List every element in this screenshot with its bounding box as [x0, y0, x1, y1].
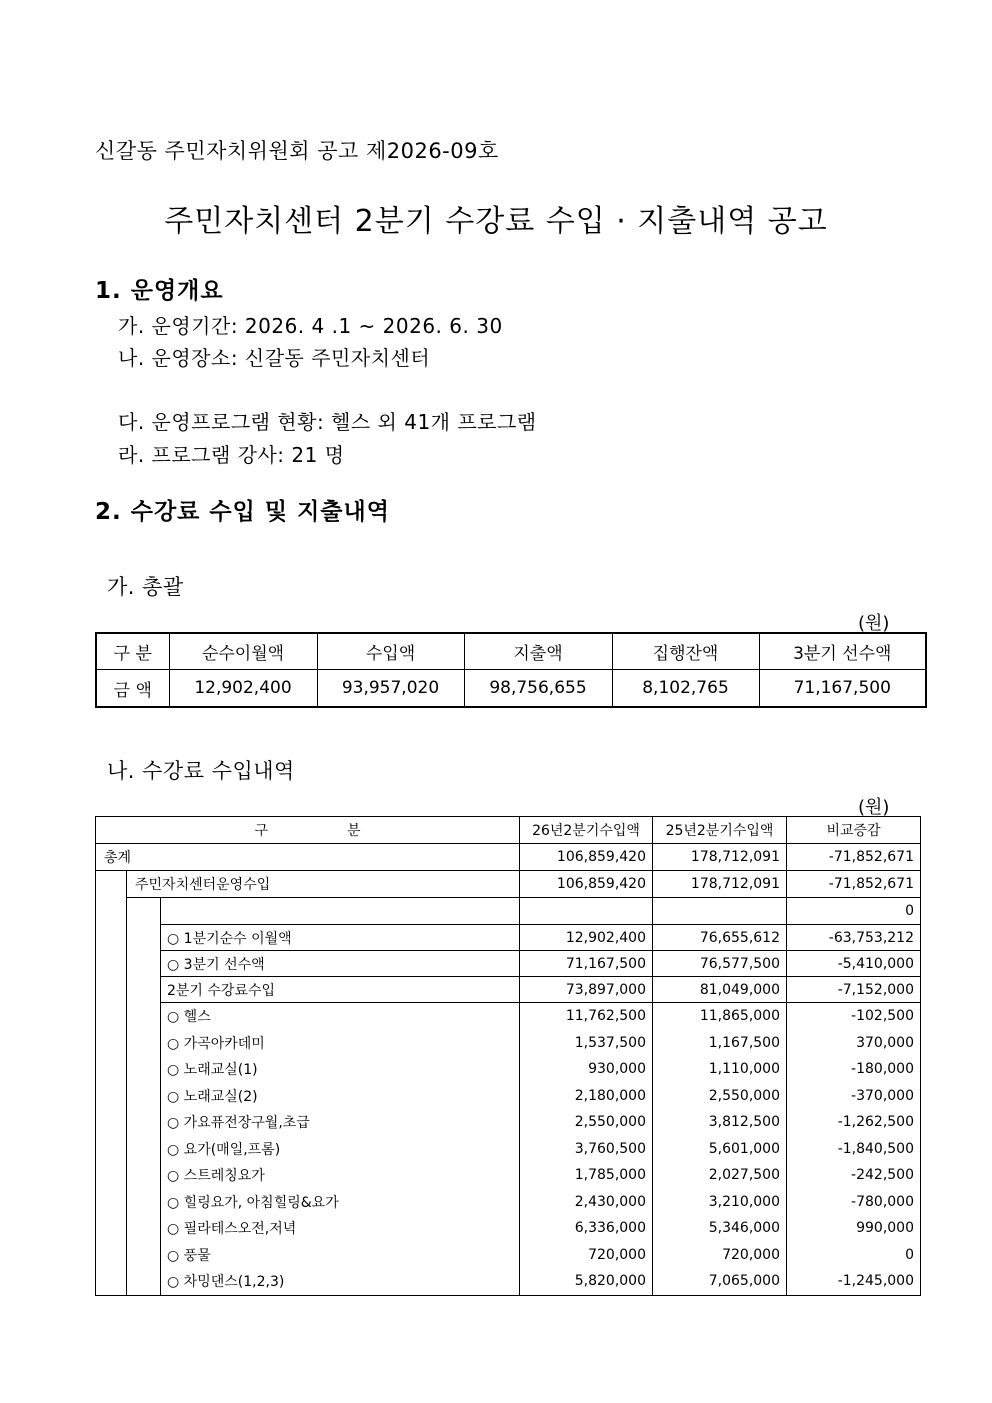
income-header-row: [96, 817, 921, 844]
income-header-cell: 25년2분기수입액: [653, 817, 787, 844]
income-carry-row: [96, 951, 921, 977]
income-total-label: 총계: [96, 844, 520, 871]
summary-value-cell: 금 액: [96, 670, 169, 708]
table-cell: 106,859,420: [520, 871, 653, 898]
indent-cell: [127, 1003, 161, 1030]
table-row: [96, 1215, 921, 1242]
summary-header-cell: 집행잔액: [612, 633, 759, 670]
table-row: [96, 1242, 921, 1269]
table-cell: 370,000: [787, 1030, 921, 1057]
table-cell: ○ 가요퓨전장구월,초급: [161, 1109, 520, 1136]
indent-cell: [127, 951, 161, 977]
table-row: [96, 1189, 921, 1216]
summary-header-cell: 순수이월액: [169, 633, 317, 670]
table-cell: ○ 힐링요가, 아침힐링&요가: [161, 1189, 520, 1216]
table-cell: 76,655,612: [653, 925, 787, 951]
summary-value-cell: 12,902,400: [169, 670, 317, 708]
indent-cell: [96, 871, 127, 898]
table-cell: 12,902,400: [520, 925, 653, 951]
table-cell: 11,865,000: [653, 1003, 787, 1030]
income-heading: 나. 수강료 수입내역: [107, 759, 295, 783]
indent-cell: [96, 1030, 127, 1057]
indent-cell: [127, 1242, 161, 1269]
indent-cell: [127, 1189, 161, 1216]
table-cell: ○ 필라테스오전,저녁: [161, 1215, 520, 1242]
indent-cell: [96, 1162, 127, 1189]
table-cell: 930,000: [520, 1056, 653, 1083]
summary-value-cell: 93,957,020: [317, 670, 464, 708]
table-cell: 3,812,500: [653, 1109, 787, 1136]
indent-cell: [96, 1215, 127, 1242]
table-cell: 0: [787, 1242, 921, 1269]
table-cell: 5,820,000: [520, 1268, 653, 1295]
indent-cell: [96, 1083, 127, 1110]
income-header-gu: 구: [254, 823, 269, 839]
income-table: [95, 816, 921, 1296]
table-cell: -102,500: [787, 1003, 921, 1030]
table-cell: 2,027,500: [653, 1162, 787, 1189]
summary-value-row: [96, 670, 926, 708]
summary-header-cell: 지출액: [464, 633, 612, 670]
table-cell: 7,065,000: [653, 1268, 787, 1295]
table-cell: 990,000: [787, 1215, 921, 1242]
summary-heading: 가. 총괄: [107, 575, 184, 599]
income-program-rows: [96, 1003, 921, 1296]
indent-cell: [96, 951, 127, 977]
income-unit: (원): [858, 797, 890, 818]
table-cell: 106,859,420: [520, 844, 653, 871]
indent-cell: [127, 925, 161, 951]
table-cell: 3,210,000: [653, 1189, 787, 1216]
indent-cell: [96, 1189, 127, 1216]
table-cell: 1,110,000: [653, 1056, 787, 1083]
table-cell: ○ 헬스: [161, 1003, 520, 1030]
table-cell: 0: [787, 898, 921, 925]
table-cell: 1,537,500: [520, 1030, 653, 1057]
income-operating-row: [96, 871, 921, 898]
income-header-cell: 26년2분기수입액: [520, 817, 653, 844]
table-cell: 6,336,000: [520, 1215, 653, 1242]
indent-cell: [96, 898, 127, 925]
table-cell: ○ 스트레칭요가: [161, 1162, 520, 1189]
table-row: [96, 1109, 921, 1136]
table-cell: [653, 898, 787, 925]
indent-cell: [127, 1083, 161, 1110]
indent-cell: [96, 977, 127, 1003]
table-cell: 720,000: [520, 1242, 653, 1269]
summary-table: [95, 632, 927, 708]
table-cell: -242,500: [787, 1162, 921, 1189]
indent-cell: [96, 1003, 127, 1030]
table-cell: 1,167,500: [653, 1030, 787, 1057]
table-cell: -71,852,671: [787, 844, 921, 871]
indent-cell: [127, 1268, 161, 1295]
indent-cell: [127, 1162, 161, 1189]
overview-programs: 다. 운영프로그램 현황: 헬스 외 41개 프로그램: [118, 410, 537, 434]
table-cell: -1,840,500: [787, 1136, 921, 1163]
income-carry-row: [96, 925, 921, 951]
table-cell: -780,000: [787, 1189, 921, 1216]
indent-cell: [96, 1268, 127, 1295]
indent-cell: [96, 1056, 127, 1083]
section1-heading: 1. 운영개요: [95, 278, 224, 304]
table-cell: 1,785,000: [520, 1162, 653, 1189]
table-cell: 178,712,091: [653, 871, 787, 898]
summary-header-row: [96, 633, 926, 670]
table-cell: 71,167,500: [520, 951, 653, 977]
indent-cell: [96, 925, 127, 951]
income-header-cell: 비교증감: [787, 817, 921, 844]
table-cell: -7,152,000: [787, 977, 921, 1003]
overview-instructors: 라. 프로그램 강사: 21 명: [118, 443, 345, 467]
summary-value-cell: 8,102,765: [612, 670, 759, 708]
table-cell: ○ 노래교실(2): [161, 1083, 520, 1110]
indent-cell: [127, 898, 161, 925]
indent-cell: [127, 1136, 161, 1163]
table-cell: -370,000: [787, 1083, 921, 1110]
summary-value-cell: 98,756,655: [464, 670, 612, 708]
table-cell: 2,180,000: [520, 1083, 653, 1110]
income-header-category: [96, 817, 520, 844]
table-cell: -5,410,000: [787, 951, 921, 977]
summary-header-cell: 3분기 선수액: [759, 633, 926, 670]
summary-header-cell: 구 분: [96, 633, 169, 670]
income-total-row: [96, 844, 921, 871]
page-title: 주민자치센터 2분기 수강료 수입 · 지출내역 공고: [164, 204, 828, 239]
table-cell: 5,346,000: [653, 1215, 787, 1242]
summary-unit: (원): [858, 613, 890, 634]
table-cell: [161, 898, 520, 925]
table-row: [96, 1030, 921, 1057]
table-row: [96, 1003, 921, 1030]
indent-cell: [127, 1215, 161, 1242]
table-cell: 2,550,000: [653, 1083, 787, 1110]
income-blank-row: [96, 898, 921, 925]
income-operating-label: 주민자치센터운영수입: [127, 871, 520, 898]
table-cell: ○ 노래교실(1): [161, 1056, 520, 1083]
table-cell: ○ 1분기순수 이월액: [161, 925, 520, 951]
table-cell: -63,753,212: [787, 925, 921, 951]
income-q2-row: [96, 977, 921, 1003]
table-row: [96, 1083, 921, 1110]
table-cell: -180,000: [787, 1056, 921, 1083]
indent-cell: [127, 1056, 161, 1083]
section2-heading: 2. 수강료 수입 및 지출내역: [95, 499, 390, 525]
table-cell: 3,760,500: [520, 1136, 653, 1163]
summary-header-cell: 수입액: [317, 633, 464, 670]
table-cell: 11,762,500: [520, 1003, 653, 1030]
overview-period: 가. 운영기간: 2026. 4 .1 ~ 2026. 6. 30: [118, 314, 503, 338]
table-row: [96, 1136, 921, 1163]
indent-cell: [127, 1030, 161, 1057]
table-cell: 2분기 수강료수입: [161, 977, 520, 1003]
table-cell: 5,601,000: [653, 1136, 787, 1163]
indent-cell: [96, 1242, 127, 1269]
table-row: [96, 1162, 921, 1189]
table-cell: ○ 풍물: [161, 1242, 520, 1269]
table-cell: 76,577,500: [653, 951, 787, 977]
table-cell: -1,245,000: [787, 1268, 921, 1295]
table-cell: 73,897,000: [520, 977, 653, 1003]
table-cell: 81,049,000: [653, 977, 787, 1003]
notice-number: 신갈동 주민자치위원회 공고 제2026-09호: [95, 139, 499, 163]
table-cell: -71,852,671: [787, 871, 921, 898]
table-cell: ○ 요가(매일,프롬): [161, 1136, 520, 1163]
indent-cell: [127, 1109, 161, 1136]
table-row: [96, 1056, 921, 1083]
indent-cell: [127, 977, 161, 1003]
indent-cell: [96, 1109, 127, 1136]
table-cell: -1,262,500: [787, 1109, 921, 1136]
table-cell: ○ 차밍댄스(1,2,3): [161, 1268, 520, 1295]
table-cell: 2,550,000: [520, 1109, 653, 1136]
table-cell: ○ 가곡아카데미: [161, 1030, 520, 1057]
table-cell: ○ 3분기 선수액: [161, 951, 520, 977]
income-header-bun: 분: [346, 823, 361, 839]
table-cell: 2,430,000: [520, 1189, 653, 1216]
summary-value-cell: 71,167,500: [759, 670, 926, 708]
table-cell: 720,000: [653, 1242, 787, 1269]
overview-location: 나. 운영장소: 신갈동 주민자치센터: [118, 346, 431, 370]
table-cell: 178,712,091: [653, 844, 787, 871]
table-cell: [520, 898, 653, 925]
indent-cell: [96, 1136, 127, 1163]
table-row: [96, 1268, 921, 1295]
